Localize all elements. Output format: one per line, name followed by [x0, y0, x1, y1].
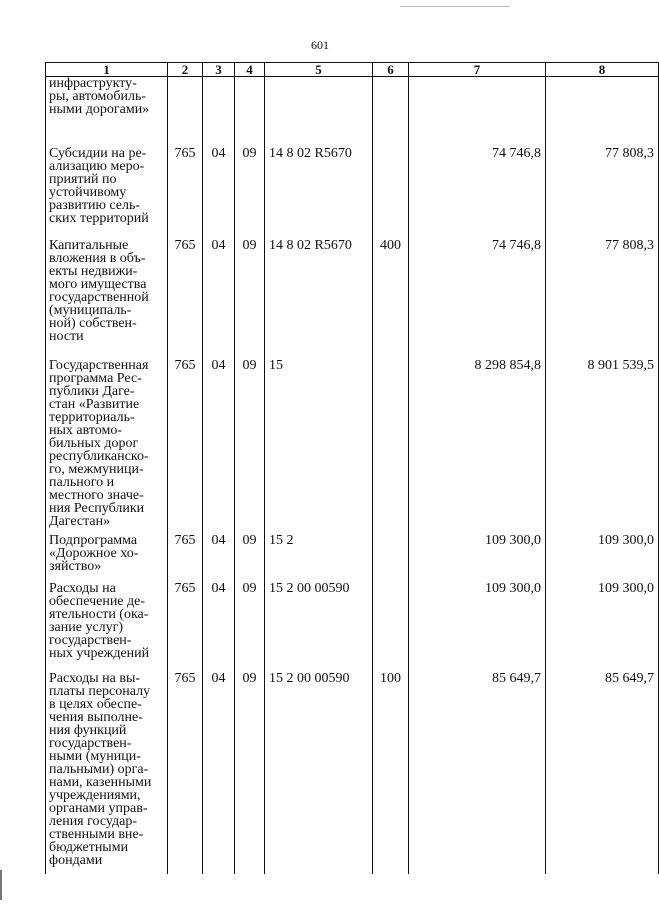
- row-name-line: государственной: [49, 289, 149, 305]
- ministry-code-cell: 765: [168, 666, 203, 874]
- ministry-code-cell: [168, 77, 203, 141]
- row-name-line: (муниципаль-: [49, 302, 132, 318]
- page-number: 601: [311, 38, 329, 52]
- row-name-line: местного значе-: [49, 487, 144, 503]
- expense-type-cell: [373, 576, 409, 666]
- target-article-cell: 15 2 00 00590: [265, 666, 373, 874]
- row-name-line: зяйство»: [49, 558, 102, 574]
- row-name-line: ния функций: [49, 722, 127, 738]
- table-row: [46, 141, 659, 233]
- row-name-line: государствен-: [49, 632, 132, 648]
- section-code-cell: [203, 77, 235, 141]
- ministry-code-cell: 765: [168, 141, 203, 233]
- column-header: 1: [46, 63, 168, 77]
- row-name-line: чения выполне-: [49, 709, 143, 725]
- row-name-line: устойчивому: [49, 184, 127, 200]
- section-code-cell: 04: [203, 353, 235, 528]
- subsection-code-cell: [235, 77, 265, 141]
- ministry-code-cell: 765: [168, 353, 203, 528]
- column-header: 3: [203, 63, 235, 77]
- amount-year2-cell: 77 808,3: [546, 233, 659, 353]
- subsection-code-cell: 09: [235, 576, 265, 666]
- row-name-line: Расходы на: [49, 580, 116, 596]
- amount-year2-cell: [546, 77, 659, 141]
- row-name-line: зание услуг): [49, 619, 124, 635]
- section-code-cell: 04: [203, 576, 235, 666]
- target-article-cell: 15 2: [265, 528, 373, 576]
- row-name-line: ных автомо-: [49, 422, 123, 438]
- row-name-line: учреждениями,: [49, 787, 141, 803]
- row-name-line: Подпрограмма: [49, 532, 138, 548]
- amount-year2-cell: 8 901 539,5: [546, 353, 659, 528]
- row-name-line: в целях обеспе-: [49, 696, 142, 712]
- amount-year1-cell: [409, 77, 546, 141]
- row-name-line: государствен-: [49, 735, 132, 751]
- row-name-line: платы персоналу: [49, 683, 151, 699]
- amount-year2-cell: 109 300,0: [546, 528, 659, 576]
- row-name-line: ности: [49, 328, 84, 344]
- subsection-code-cell: 09: [235, 141, 265, 233]
- amount-year1-cell: 8 298 854,8: [409, 353, 546, 528]
- ministry-code-cell: 765: [168, 233, 203, 353]
- row-name-line: Расходы на вы-: [49, 670, 141, 686]
- subsection-code-cell: 09: [235, 233, 265, 353]
- row-name-line: ных учреждений: [49, 645, 150, 661]
- row-name-line: го, межмуници-: [49, 461, 144, 477]
- amount-year1-cell: 74 746,8: [409, 233, 546, 353]
- subsection-code-cell: 09: [235, 353, 265, 528]
- amount-year2-cell: 85 649,7: [546, 666, 659, 874]
- target-article-cell: 14 8 02 R5670: [265, 233, 373, 353]
- row-name-line: приятий по: [49, 171, 117, 187]
- row-name-cell: [46, 576, 168, 666]
- expense-type-cell: 100: [373, 666, 409, 874]
- row-name-cell: [46, 528, 168, 576]
- row-name-line: вложения в объ-: [49, 250, 146, 266]
- table-row: [46, 666, 659, 874]
- section-code-cell: 04: [203, 233, 235, 353]
- row-name-line: екты недвижи-: [49, 263, 138, 279]
- row-name-line: Дагестан»: [49, 513, 111, 529]
- row-name-line: ной) собствен-: [49, 315, 137, 331]
- row-name-cell: [46, 666, 168, 874]
- row-name-line: бильных дорог: [49, 435, 139, 451]
- row-name-line: ния Республики: [49, 500, 145, 516]
- row-name-line: обеспечение де-: [49, 593, 146, 609]
- row-name-line: «Дорожное хо-: [49, 545, 139, 561]
- column-header: 2: [168, 63, 203, 77]
- amount-year1-cell: 109 300,0: [409, 576, 546, 666]
- row-name-line: инфраструкту-: [49, 76, 137, 91]
- table-row: [46, 233, 659, 353]
- column-header: 8: [546, 63, 659, 77]
- table-row: [46, 353, 659, 528]
- expense-type-cell: [373, 353, 409, 528]
- amount-year1-cell: 74 746,8: [409, 141, 546, 233]
- target-article-cell: 15: [265, 353, 373, 528]
- row-name-line: бюджетными: [49, 839, 129, 855]
- row-name-line: ными дорогами»: [49, 102, 150, 117]
- row-name-cell: [46, 77, 168, 141]
- row-name-line: ными (муници-: [49, 748, 141, 764]
- ministry-code-cell: 765: [168, 528, 203, 576]
- subsection-code-cell: 09: [235, 528, 265, 576]
- row-name-line: органами управ-: [49, 800, 148, 816]
- row-name-line: фондами: [49, 852, 103, 868]
- row-name-line: Государственная: [49, 357, 149, 373]
- row-name-line: территориаль-: [49, 409, 135, 425]
- subsection-code-cell: 09: [235, 666, 265, 874]
- column-header: 7: [409, 63, 546, 77]
- row-name-line: публики Даге-: [49, 383, 135, 399]
- amount-year1-cell: 85 649,7: [409, 666, 546, 874]
- row-name-cell: [46, 353, 168, 528]
- column-header: 4: [235, 63, 265, 77]
- row-name-line: пального и: [49, 474, 115, 490]
- amount-year2-cell: 77 808,3: [546, 141, 659, 233]
- row-name-line: развитию сель-: [49, 197, 141, 213]
- row-name-line: мого имущества: [49, 276, 147, 292]
- column-header: 5: [265, 63, 373, 77]
- section-code-cell: 04: [203, 666, 235, 874]
- expense-type-cell: [373, 528, 409, 576]
- column-header: 6: [373, 63, 409, 77]
- expense-type-cell: [373, 141, 409, 233]
- target-article-cell: [265, 77, 373, 141]
- target-article-cell: 14 8 02 R5670: [265, 141, 373, 233]
- budget-table: [45, 62, 659, 874]
- row-name-cell: [46, 141, 168, 233]
- row-name-line: стан «Развитие: [49, 396, 140, 412]
- expense-type-cell: 400: [373, 233, 409, 353]
- row-name-line: пальными) орга-: [49, 761, 149, 777]
- row-name-line: ры, автомобиль-: [49, 89, 147, 104]
- ministry-code-cell: 765: [168, 576, 203, 666]
- row-name-line: нами, казенными: [49, 774, 152, 790]
- amount-year1-cell: 109 300,0: [409, 528, 546, 576]
- row-name-line: ственными вне-: [49, 826, 144, 842]
- row-name-line: Субсидии на ре-: [49, 145, 147, 161]
- table-row: [46, 528, 659, 576]
- row-name-line: Капитальные: [49, 237, 129, 253]
- table-row: [46, 576, 659, 666]
- table-header-row: [46, 63, 659, 77]
- row-name-cell: [46, 233, 168, 353]
- scan-top-rule: [400, 6, 510, 7]
- table-row: [46, 77, 659, 141]
- target-article-cell: 15 2 00 00590: [265, 576, 373, 666]
- row-name-line: ятельности (ока-: [49, 606, 149, 622]
- table-body: [46, 77, 659, 874]
- section-code-cell: 04: [203, 141, 235, 233]
- scan-margin-mark: [0, 870, 2, 900]
- section-code-cell: 04: [203, 528, 235, 576]
- row-name-line: ских территорий: [49, 210, 149, 226]
- row-name-line: республиканско-: [49, 448, 149, 464]
- row-name-line: программа Рес-: [49, 370, 142, 386]
- row-name-line: ления государ-: [49, 813, 138, 829]
- row-name-line: ализацию меро-: [49, 158, 145, 174]
- expense-type-cell: [373, 77, 409, 141]
- amount-year2-cell: 109 300,0: [546, 576, 659, 666]
